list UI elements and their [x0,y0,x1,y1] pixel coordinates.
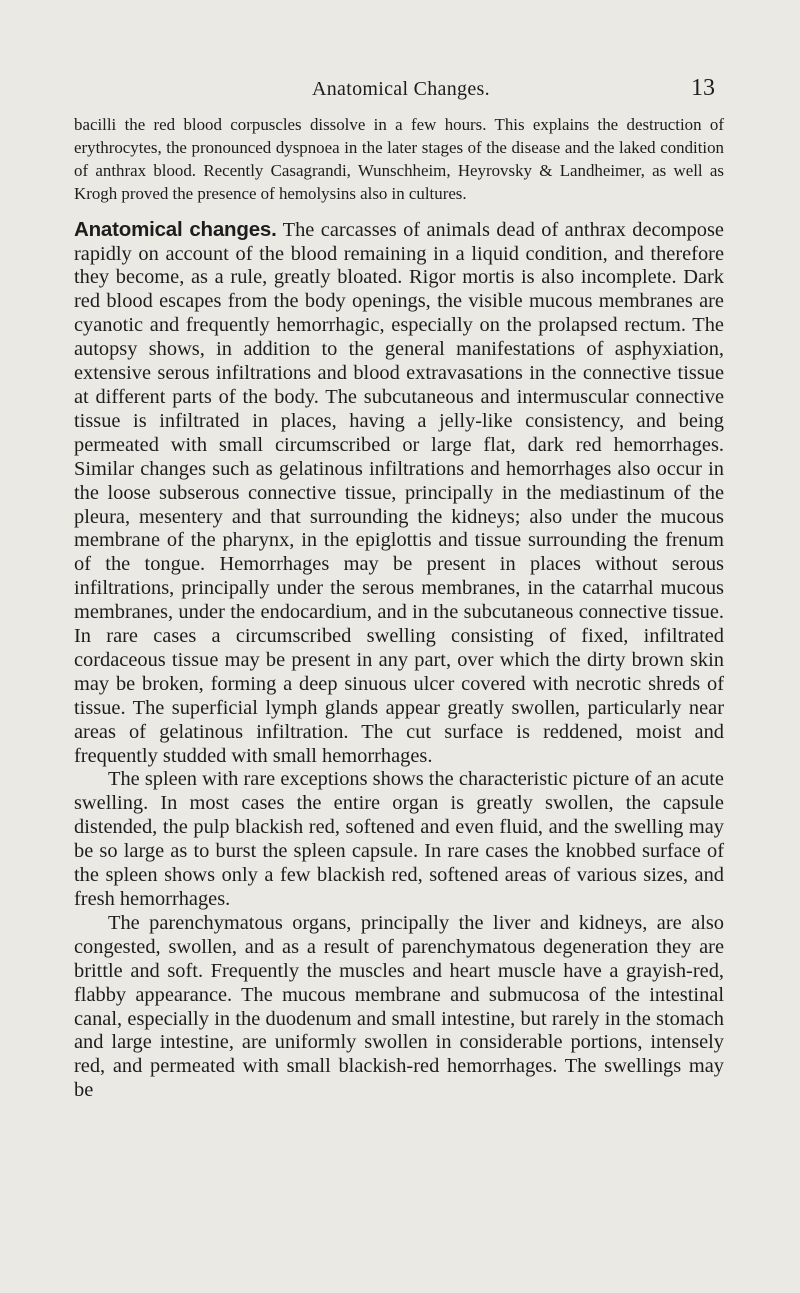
running-title: Anatomical Changes. [312,78,490,100]
intro-paragraph: bacilli the red blood corpuscles dissolve in a few hours. This explains the destruction of erythrocytes, the pronounced dyspnoea in the later stages of the disease and the laked condition of anthrax blood. Recently Casagrandi, Wunschheim, Heyrovsky & Landheimer, as well as Krogh proved the presence of hemolysins also in cultures. [74,115,724,203]
section-heading: Anatomical changes. [74,217,277,241]
spleen-paragraph: The spleen with rare exceptions shows the characteristic picture of an acute swelling. In most cases the entire organ is greatly swollen, the capsule distended, the pulp blackish red, softened and even fluid, and the swelling may be so large as to burst the spleen capsule. In rare cases the knobbed surface of the spleen shows only a few blackish red, softened areas of various sizes, and fresh hemorrhages. [74,768,724,910]
anatomical-changes-paragraph [74,218,724,769]
parenchymatous-paragraph: The parenchymatous organs, principally the liver and kidneys, are also congested, swollen, and as a result of parenchymatous degeneration they are brittle and soft. Frequently the muscles and heart muscle have a grayish-red, flabby appearance. The mucous membrane and submucosa of the intestinal canal, especially in the duodenum and small intestine, but rarely in the stomach and large intestine, are uniformly swollen in considerable portions, intensely red, and permeated with small blackish-red hemorrhages. The swellings may be [74,911,724,1102]
paragraph-1-text: The carcasses of animals dead of anthrax decompose rapidly on account of the blood remaining in a liquid condition, and therefore they become, as a rule, greatly bloated. Rigor mortis is also incomplete. Dark red blood escapes from the body openings, the visible mucous membranes are cyanotic and frequently hemorrhagic, especially on the prolapsed rectum. The autopsy shows, in addition to the general manifestations of asphyxiation, extensive serous infiltrations and blood extravasations in the connective tissue at different parts of the body. The subcutaneous and intermuscular connective tissue is infiltrated in places, having a jelly-like consistency, and being permeated with small circumscribed or large flat, dark red hemorrhages. Similar changes such as gelatinous infiltrations and hemorrhages also occur in the loose subserous connective tissue, principally in the mediastinum of the pleura, mesentery and that surrounding the kidneys; also under the mucous membrane of the pharynx, in the epiglottis and tissue surrounding the frenum of the tongue. Hemorrhages may be present in places without serous infiltrations, principally under the serous membranes, in the catarrhal mucous membranes, under the endocardium, and in the subcutaneous connective tissue. In rare cases a circumscribed swelling consisting of fixed, infiltrated cordaceous tissue may be present in any part, over which the dirty brown skin may be broken, forming a deep sinuous ulcer covered with necrotic shreds of tissue. The superficial lymph glands appear greatly swollen, particularly near areas of gelatinous infiltration. The cut surface is reddened, moist and frequently studded with small hemorrhages. [74,218,724,767]
running-header [0,72,800,106]
body-text [74,114,724,1103]
page-number: 13 [691,75,715,101]
